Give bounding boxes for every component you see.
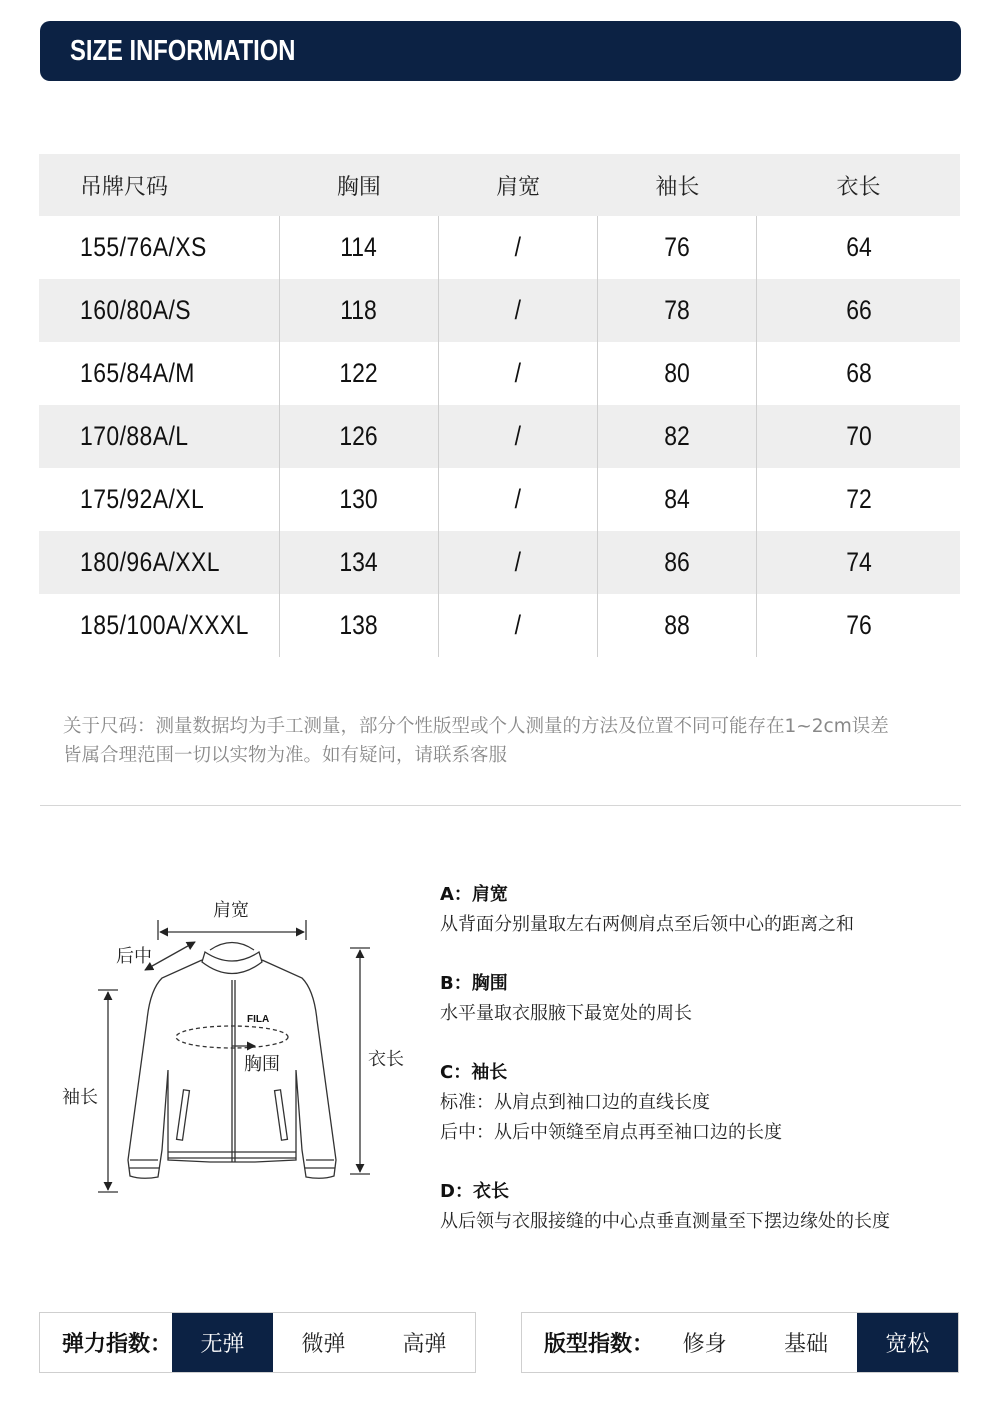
size-label-cell bbox=[39, 279, 279, 342]
fit-label: 版型指数： bbox=[544, 1332, 655, 1357]
elasticity-index bbox=[39, 1312, 476, 1373]
fit-option-regular: 基础 bbox=[783, 1332, 828, 1357]
size-label-cell bbox=[39, 342, 279, 405]
column-header: 衣长 bbox=[757, 154, 960, 216]
definition-chest bbox=[440, 969, 980, 1029]
cell-value: 130 bbox=[339, 484, 378, 514]
column-header: 吊牌尺码 bbox=[39, 154, 279, 216]
measurement-definitions bbox=[440, 880, 980, 1266]
size-label-cell bbox=[39, 468, 279, 531]
cell-value: 118 bbox=[340, 295, 378, 325]
column-header: 胸围 bbox=[279, 154, 438, 216]
elasticity-label: 弹力指数： bbox=[62, 1332, 173, 1357]
cell-value: 160/80A/S bbox=[80, 295, 192, 325]
size-label-cell bbox=[39, 216, 279, 279]
definition-text: 从背面分别量取左右两侧肩点至后领中心的距离之和 bbox=[440, 914, 854, 935]
table-row bbox=[39, 468, 960, 531]
cell-value: 88 bbox=[664, 610, 691, 640]
elasticity-option-none: 无弹 bbox=[172, 1313, 273, 1372]
size-note bbox=[63, 712, 963, 770]
definition-text: 从后领与衣服接缝的中心点垂直测量至下摆边缘处的长度 bbox=[440, 1211, 890, 1232]
logo-text: FILA bbox=[247, 1014, 270, 1025]
cell-value: / bbox=[514, 295, 522, 325]
table-cell bbox=[598, 531, 757, 594]
definition-text: 标准：从肩点到袖口边的直线长度 bbox=[440, 1092, 710, 1113]
note-line: 皆属合理范围一切以实物为准。如有疑问，请联系客服 bbox=[63, 745, 508, 766]
table-cell bbox=[598, 594, 757, 657]
table-cell bbox=[598, 279, 757, 342]
definition-term: B：胸围 bbox=[440, 973, 508, 994]
table-cell bbox=[439, 594, 598, 657]
table-cell bbox=[598, 468, 757, 531]
cell-value: 185/100A/XXXL bbox=[80, 610, 249, 640]
cell-value: 86 bbox=[664, 547, 691, 577]
table-cell bbox=[279, 405, 438, 468]
table-cell bbox=[439, 216, 598, 279]
fit-option-slim: 修身 bbox=[682, 1332, 727, 1357]
table-row bbox=[39, 279, 960, 342]
table-cell bbox=[598, 216, 757, 279]
cell-value: 122 bbox=[339, 358, 378, 388]
cell-value: 155/76A/XS bbox=[80, 232, 207, 262]
cell-value: / bbox=[514, 547, 522, 577]
fit-option-loose: 宽松 bbox=[857, 1313, 958, 1372]
cell-value: / bbox=[514, 610, 522, 640]
cell-value: 170/88A/L bbox=[80, 421, 189, 451]
cell-value: 82 bbox=[664, 421, 691, 451]
cell-value: / bbox=[514, 358, 522, 388]
size-label-cell bbox=[39, 594, 279, 657]
cell-value: 68 bbox=[845, 358, 872, 388]
table-cell bbox=[439, 279, 598, 342]
cell-value: 175/92A/XL bbox=[80, 484, 205, 514]
definition-text: 水平量取衣服腋下最宽处的周长 bbox=[440, 1003, 692, 1024]
size-label-cell bbox=[39, 405, 279, 468]
cell-value: 134 bbox=[339, 547, 378, 577]
table-cell bbox=[439, 531, 598, 594]
jacket-measurement-diagram bbox=[50, 880, 430, 1210]
definition-term: D：衣长 bbox=[440, 1181, 509, 1202]
cell-value: 66 bbox=[845, 295, 872, 325]
cell-value: 114 bbox=[340, 232, 378, 262]
cell-value: 64 bbox=[845, 232, 872, 262]
length-label: 衣长 bbox=[368, 1049, 404, 1070]
cell-value: 72 bbox=[845, 484, 872, 514]
cell-value: / bbox=[514, 484, 522, 514]
size-table bbox=[39, 154, 960, 657]
cell-value: / bbox=[514, 421, 522, 451]
cell-value: 76 bbox=[845, 610, 872, 640]
table-row bbox=[39, 405, 960, 468]
elasticity-option-high: 高弹 bbox=[402, 1332, 447, 1357]
elasticity-option-slight: 微弹 bbox=[301, 1332, 346, 1357]
size-label-cell bbox=[39, 531, 279, 594]
definition-text: 后中：从后中领缝至肩点再至袖口边的长度 bbox=[440, 1122, 782, 1143]
cell-value: 80 bbox=[664, 358, 691, 388]
table-cell bbox=[757, 468, 960, 531]
table-cell bbox=[279, 531, 438, 594]
table-cell bbox=[279, 279, 438, 342]
definition-length bbox=[440, 1177, 980, 1237]
cell-value: 180/96A/XXL bbox=[80, 547, 220, 577]
cell-value: 70 bbox=[845, 421, 872, 451]
back-center-label: 后中 bbox=[116, 946, 152, 967]
column-header: 袖长 bbox=[598, 154, 757, 216]
table-cell bbox=[757, 594, 960, 657]
table-cell bbox=[757, 279, 960, 342]
sleeve-label: 袖长 bbox=[62, 1087, 98, 1108]
table-header-row bbox=[39, 154, 960, 216]
table-cell bbox=[757, 405, 960, 468]
definition-sleeve bbox=[440, 1058, 980, 1148]
cell-value: 76 bbox=[664, 232, 691, 262]
shoulder-label: 肩宽 bbox=[213, 900, 249, 921]
header-bar bbox=[40, 21, 961, 81]
table-cell bbox=[439, 468, 598, 531]
table-cell bbox=[598, 342, 757, 405]
cell-value: 74 bbox=[845, 547, 872, 577]
table-row bbox=[39, 216, 960, 279]
table-cell bbox=[279, 342, 438, 405]
table-row bbox=[39, 531, 960, 594]
divider bbox=[40, 805, 961, 806]
note-line: 关于尺码：测量数据均为手工测量，部分个性版型或个人测量的方法及位置不同可能存在1~2cm误差 bbox=[63, 716, 889, 737]
cell-value: 126 bbox=[339, 421, 378, 451]
definition-term: A：肩宽 bbox=[440, 884, 508, 905]
page-title: SIZE INFORMATION bbox=[70, 35, 296, 67]
table-cell bbox=[279, 594, 438, 657]
table-row bbox=[39, 594, 960, 657]
cell-value: 165/84A/M bbox=[80, 358, 195, 388]
column-header: 肩宽 bbox=[439, 154, 598, 216]
table-cell bbox=[279, 468, 438, 531]
definition-shoulder bbox=[440, 880, 980, 940]
cell-value: 78 bbox=[664, 295, 691, 325]
definition-term: C：袖长 bbox=[440, 1062, 508, 1083]
cell-value: 138 bbox=[339, 610, 378, 640]
fit-index bbox=[521, 1312, 959, 1373]
chest-label: 胸围 bbox=[244, 1054, 280, 1075]
table-row bbox=[39, 342, 960, 405]
table-cell bbox=[757, 216, 960, 279]
cell-value: / bbox=[514, 232, 522, 262]
table-cell bbox=[279, 216, 438, 279]
cell-value: 84 bbox=[664, 484, 691, 514]
table-cell bbox=[439, 405, 598, 468]
table-cell bbox=[598, 405, 757, 468]
table-cell bbox=[757, 531, 960, 594]
table-cell bbox=[757, 342, 960, 405]
table-cell bbox=[439, 342, 598, 405]
